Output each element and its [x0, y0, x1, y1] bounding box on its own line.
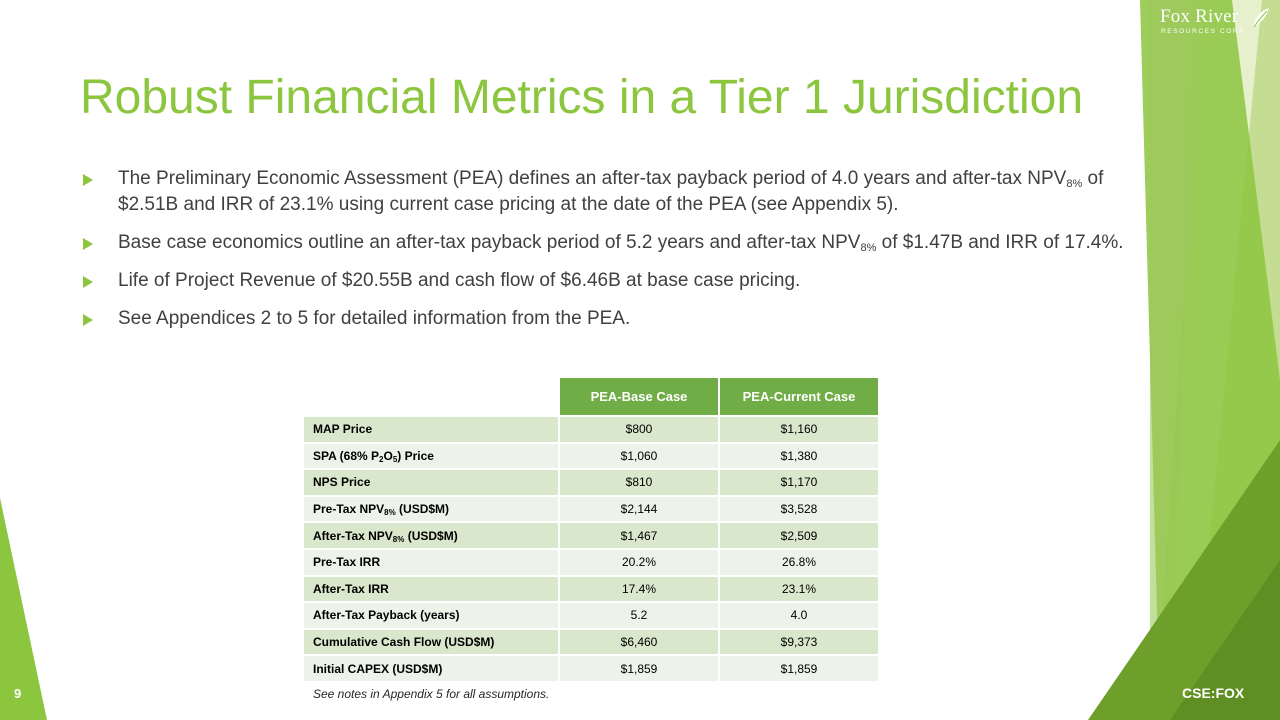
base-case-value: $1,859 [559, 655, 719, 681]
header-current-case: PEA-Current Case [719, 378, 879, 416]
stock-ticker: CSE:FOX [1182, 685, 1245, 701]
bullet-text: The Preliminary Economic Assessment (PEA) defines an after-tax payback period of 4.0 years and after-tax NPV [118, 168, 1067, 189]
page-number: 9 [14, 686, 22, 701]
bullet-item [80, 268, 1130, 294]
table-row [304, 522, 879, 549]
row-label: Pre-Tax $NPV_{8\%}$ (USD$M) [304, 496, 559, 523]
base-case-value: $810 [559, 469, 719, 496]
table-row [304, 496, 879, 523]
current-case-value: $9,373 [719, 629, 879, 656]
current-case-value: $1,170 [719, 469, 879, 496]
company-logo [1158, 6, 1270, 42]
triangle-bullet-icon [83, 174, 93, 186]
row-label: Pre-Tax IRR [304, 549, 559, 576]
npv-subscript: 8% [860, 242, 877, 254]
table-row [304, 469, 879, 496]
table-header-row [304, 378, 879, 416]
triangle-bullet-icon [83, 276, 93, 288]
table-row [304, 549, 879, 576]
table-row [304, 576, 879, 603]
bullet-text: Life of Project Revenue of $20.55B and cash flow of $6.46B at base case pricing. [118, 270, 801, 291]
base-case-value: 20.2% [559, 549, 719, 576]
current-case-value: $1,380 [719, 443, 879, 470]
base-case-value: 5.2 [559, 602, 719, 629]
row-label: Cumulative Cash Flow (USD$M) [304, 629, 559, 656]
financial-metrics-table [304, 378, 880, 681]
triangle-bullet-icon [83, 238, 93, 250]
row-label: NPS Price [304, 469, 559, 496]
table-row [304, 602, 879, 629]
bullet-item [80, 306, 1130, 332]
row-label: Initial CAPEX (USD$M) [304, 655, 559, 681]
row-label: SPA (68% $P_2O_5$) Price [304, 443, 559, 470]
header-base-case: PEA-Base Case [559, 378, 719, 416]
triangle-bullet-icon [83, 314, 93, 326]
table-row [304, 655, 879, 681]
row-label: MAP Price [304, 416, 559, 443]
bullet-item [80, 166, 1130, 218]
bullet-text: See Appendices 2 to 5 for detailed information from the PEA. [118, 308, 631, 329]
table-row [304, 416, 879, 443]
current-case-value: 26.8% [719, 549, 879, 576]
bullet-text: Base case economics outline an after-tax payback period of 5.2 years and after-tax NPV [118, 232, 861, 253]
base-case-value: $2,144 [559, 496, 719, 523]
bullet-item [80, 230, 1130, 256]
header-blank-cell [304, 378, 559, 416]
current-case-value: $1,859 [719, 655, 879, 681]
base-case-value: 17.4% [559, 576, 719, 603]
npv-subscript: 8% [1066, 178, 1083, 190]
table-row [304, 629, 879, 656]
current-case-value: 23.1% [719, 576, 879, 603]
current-case-value: $3,528 [719, 496, 879, 523]
row-label: After-Tax $NPV_{8\%}$ (USD$M) [304, 522, 559, 549]
base-case-value: $800 [559, 416, 719, 443]
table-row [304, 443, 879, 470]
row-label: After-Tax Payback (years) [304, 602, 559, 629]
leaf-icon [1251, 6, 1271, 30]
slide-title: Robust Financial Metrics in a Tier 1 Jurisdiction [80, 71, 1084, 124]
logo-subtitle: RESOURCES CORP [1161, 28, 1246, 35]
row-label: After-Tax IRR [304, 576, 559, 603]
table-footnote: See notes in Appendix 5 for all assumptions. [313, 687, 550, 701]
bullet-text-tail: of $1.47B and IRR of 17.4%. [876, 232, 1124, 253]
base-case-value: $1,467 [559, 522, 719, 549]
current-case-value: $1,160 [719, 416, 879, 443]
bullet-text-tail: of $2.51B and IRR of 23.1% using current case pricing at the date of the PEA (see Appendix 5). [118, 168, 1104, 215]
bullet-list [80, 166, 1130, 344]
base-case-value: $6,460 [559, 629, 719, 656]
left-edge-shape [0, 498, 47, 720]
base-case-value: $1,060 [559, 443, 719, 470]
current-case-value: 4.0 [719, 602, 879, 629]
logo-name: Fox River [1160, 6, 1239, 27]
current-case-value: $2,509 [719, 522, 879, 549]
